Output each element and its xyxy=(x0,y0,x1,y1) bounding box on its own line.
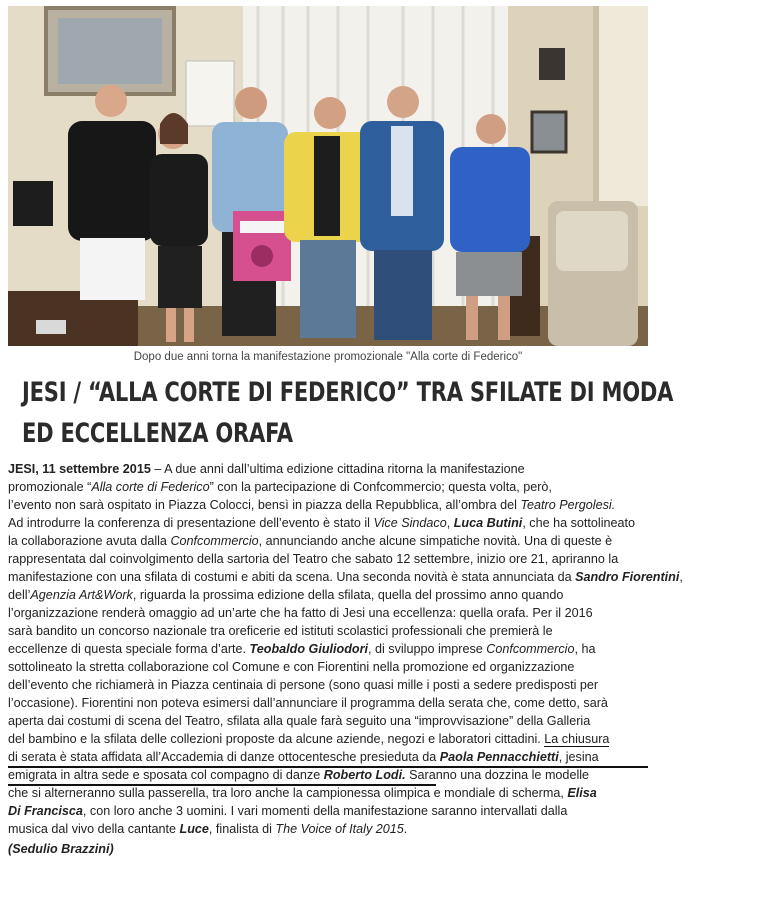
underlined-text: La chiusura xyxy=(544,732,610,746)
text-run: Ad introdurre la conferenza di presentazione dell’evento è stato il xyxy=(8,516,374,530)
text-run: emigrata in altra sede e sposata col compagno di danze xyxy=(8,768,324,782)
paragraph-line xyxy=(8,498,615,512)
text-run: musica dal vivo della cantante xyxy=(8,822,180,836)
venue-name: Teatro Pergolesi. xyxy=(520,498,616,512)
text-run: di serata è stata affidata all’Accademia di danze ottocentesche presieduta da xyxy=(8,750,440,764)
text-run: l’evento non sarà ospitato in Piazza Colocci, bensì in piazza della Repubblica, all’ombra del xyxy=(8,498,521,512)
paragraph-line xyxy=(8,750,599,764)
article-photo xyxy=(8,6,648,346)
text-run: ” con la partecipazione di Confcommercio; questa volta, però, xyxy=(209,480,552,494)
organization-name: Confcommercio xyxy=(486,642,575,656)
person-name: Paola Pennacchietti xyxy=(439,750,559,764)
person-name: Luce xyxy=(179,822,209,836)
person-name: Sandro Fiorentini xyxy=(575,570,680,584)
text-run: , xyxy=(446,516,454,530)
group-photo-illustration xyxy=(8,6,648,346)
text-run: , xyxy=(679,570,683,584)
paragraph-line: l’organizzazione renderà omaggio ad un’arte che ha fatto di Jesi una eccellenza: quella orafa. Per il 2016 xyxy=(8,606,593,620)
paragraph-line xyxy=(8,786,597,800)
text-run: eccellenze di questa speciale forma d’arte. xyxy=(8,642,250,656)
text-run: , con loro anche 3 uomini. I vari momenti della manifestazione saranno intervallati dalla xyxy=(82,804,568,818)
text-run: la collaborazione avuta dalla xyxy=(8,534,171,548)
text-run: che si alterneranno sulla passerella, tra loro anche la campionessa olimpica e mondiale di scherma, xyxy=(8,786,568,800)
event-name: Alla corte di Federico xyxy=(91,480,210,494)
person-name: Roberto Lodi. xyxy=(323,768,406,782)
organization-name: Confcommercio xyxy=(170,534,259,548)
paragraph-line: rappresentata dal coinvolgimento della sartoria del Teatro che sabato 12 settembre, inizio ore 21, apriranno la xyxy=(8,552,619,566)
paragraph-line xyxy=(8,642,595,656)
text-run: , riguarda la prossima edizione della sfilata, quella del prossimo anno quando xyxy=(132,588,564,602)
photo-caption: Dopo due anni torna la manifestazione promozionale "Alla corte di Federico" xyxy=(133,351,523,363)
text-run: promozionale “ xyxy=(8,480,92,494)
person-name: Elisa xyxy=(567,786,597,800)
text-run: del bambino e la sfilata delle collezioni proposte da alcune aziende, negozi e laboratori cittadini. xyxy=(8,732,545,746)
paragraph-line xyxy=(8,804,567,818)
paragraph-line xyxy=(8,480,552,494)
paragraph-line xyxy=(8,732,609,746)
role-title: Vice Sindaco xyxy=(373,516,447,530)
show-name: The Voice of Italy 2015 xyxy=(275,822,404,836)
text-run: , ha xyxy=(574,642,596,656)
person-name: Teobaldo Giuliodori xyxy=(249,642,368,656)
text-run: , di sviluppo imprese xyxy=(367,642,487,656)
headline-line-1: JESI / “ALLA CORTE DI FEDERICO” TRA SFILATE DI MODA xyxy=(22,377,674,408)
paragraph-line xyxy=(8,570,683,584)
text-run: manifestazione con una sfilata di costumi e abiti da scena. Una seconda novità è stata annunciata da xyxy=(8,570,576,584)
paragraph-line xyxy=(8,588,563,602)
text-run: – A due anni dall’ultima edizione cittadina ritorna la manifestazione xyxy=(150,462,525,476)
text-run: , jesina xyxy=(558,750,599,764)
paragraph-line: dell’evento che richiamerà in Piazza centinaia di persone (sono quasi mille i posti a sedere predisposti per xyxy=(8,678,599,692)
text-run: . xyxy=(403,822,408,836)
organization-name: Agenzia Art&Work xyxy=(30,588,133,602)
text-run: , finalista di xyxy=(208,822,276,836)
paragraph-line: sarà bandito un concorso nazionale tra oreficerie ed istituti scolastici professionali che premierà le xyxy=(8,624,553,638)
paragraph-line xyxy=(8,462,525,476)
paragraph-line xyxy=(8,516,635,530)
author-signature: (Sedulio Brazzini) xyxy=(8,842,114,856)
person-name: Di Francisca xyxy=(8,804,83,818)
paragraph-line xyxy=(8,822,407,836)
paragraph-line: sottolineato la stretta collaborazione col Comune e con Fiorentini nella promozione ed organizzazione xyxy=(8,660,575,674)
text-run: , annunciando anche alcune simpatiche novità. Una di queste è xyxy=(258,534,613,548)
text-run: Saranno una dozzina le modelle xyxy=(405,768,590,782)
person-name: Luca Butini xyxy=(453,516,523,530)
paragraph-line xyxy=(8,534,612,548)
text-run: dell’ xyxy=(8,588,31,602)
paragraph-line xyxy=(8,768,589,782)
paragraph-line: l’occasione). Fiorentini non poteva esimersi dall’annunciare il programma della serata che, come detto, sarà xyxy=(8,696,608,710)
article-headline xyxy=(22,372,674,454)
paragraph-line: aperta dai costumi di scena del Teatro, sfilata alla quale farà seguito una “improvvisazione” della Galleria xyxy=(8,714,591,728)
headline-line-2: ED ECCELLENZA ORAFA xyxy=(22,418,293,449)
text-run: , che ha sottolineato xyxy=(522,516,636,530)
dateline: JESI, 11 settembre 2015 xyxy=(8,462,151,476)
